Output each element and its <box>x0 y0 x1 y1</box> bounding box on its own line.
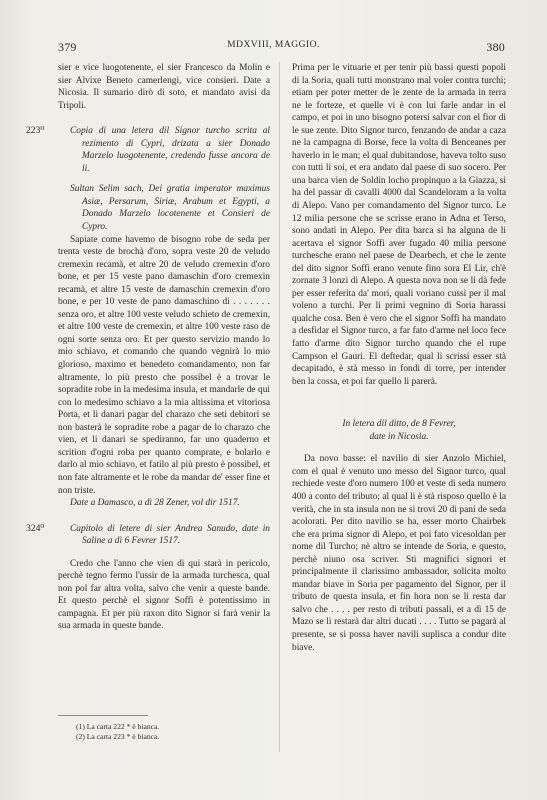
column-divider <box>279 62 280 752</box>
footnote-rule <box>58 715 148 716</box>
letter-salutation: Sultan Selim sach, Dei gratia imperator maximus Asiæ, Persarum, Siriæ, Arabum et Egypti, a Donado Marzelo locotenente et Consieri de Cypro. <box>70 184 270 233</box>
letter-body: Sapiate come havemo de bisogno robe de seda per trenta veste de brochà d'oro, sopra veste 20 de veludo cremexin recamà, et altre 20 de veludo cremexin d'oro bone, et per 15 veste pano damaschin d'oro cremexin recamà, et altre 15 veste de damaschin cremexin d'oro bone, e per 10 veste de pano damaschino di . . . . . . . senza oro, et altre 100 veste veludo schieto de cremexin, et altre 100 veste de cremexin, et altre 100 veste raso de ogni sorte senza oro. Et per questo servizio mando lo mio schiavo, et comando che quando vegnirà lo mio glorioso, maximo et benedeto comandamento, non far altramente, lo più presto che possibel è a trovar le sopradite robe in la medesima insula, et mandarle de qui con lo medesimo schiavo a la mia altissima et vitoriosa Porta, et li danari pagar del charazo che seti debitori se non basterà le sopradite robe a pagar de lo charazo che vien, et li danari se spediranno, far uno quaderno et scrition d'ogni roba per quanto comprate, e bolarlo e darlo al mio schiavo, et fatilo al più presto è possibel, et non fate altramente et le robe da mandar de' esser fine et non triste. <box>58 234 270 496</box>
entry-title-line-2: date in Nicosia. <box>369 431 429 442</box>
entry-body: Credo che l'anno che vien di qui starà in pericolo, perchè tegno fermo l'ussir de la armada turchesca, qual non pol far altra volta, salvo che venir a queste bande. Et questo perchè el signor Soffì è potentissimo in campagna. Et per più raxon dito Signor si farà venir la sua armada in queste bande. <box>58 558 270 632</box>
entry-title: Copia di una letera dil Signor turcho scrita al rezimento di Cypri, drizata a sier Donado Marzelo luogotenente, credendo fusse ancora de li. <box>70 126 270 174</box>
right-column <box>292 62 506 654</box>
footnote-1: (1) La carta 222 * è bianca. <box>76 722 160 731</box>
intro-paragraph: sier e vice luogotenente, el sier Francesco da Molin e sier Alvixe Beneto camerlengi, vice consieri. Date a Nicosia. Il sumario dirò di soto, et mandato avisi da Tripoli. <box>58 63 270 111</box>
footnote-2: (2) La carta 223 * è bianca. <box>76 732 160 741</box>
left-column <box>26 62 270 633</box>
right-page-number: 380 <box>486 40 505 54</box>
continued-paragraph: Prima per le vituarie et per tenir più bassi questi popoli di la Soria, quali tutti monstrano mal voler contra turchi; etiam per poter metter de le zente de la armada in terra ne le forteze, et quelle vi è con lui farle andar in el campo, et poi in uno bisogno potersi salvar con el fior di le sue zente. Dito Signor turco, fenzando de andar a caza ne la campagna di Borse, fece la volta di Benceanes per haverlo in le man; el qual dubitandose, haveva tolto suso con tutti li soi, et era andato dal paese di suo socero. Per una barca vien de Soldin locho propinquo a la Giazza, si ha del passar di cavalli 4000 dal Scandeloram a la volta di Alepo. Vano per comandamento del Signor turco. Le 12 milia persone che se scrisse erano in Adna et Terso, sono andati in Alepo. Per dita barca si ha alguna de li acertava el signor Soffì aver fugado 40 milia persone turchesche erano nel paese de Dearbech, et che le zente del dito signor Soffì erano venute fino sora El Lir, ch'è zornate 3 lonzi di Alepo. A questa nova non se li dà fede per esser referita da' mori, quali voriano cussì per il mal voleno a turchi. Per li primi vegnino di Soria harassi qualche cosa. Ben è vero che el signor Soffì ha mandato a desfidar el Signor turco, a far fato d'arme nel loco fece fatto d'arme dito Signor turcho quando che el rupe Campson el Gauri. El deftedar, qual li scrissi esser stà decapitado, è stà messo in fondi di torre, per intender ben la cossa, et poi far quello li parerà. <box>292 63 506 387</box>
entry-324 <box>26 522 270 633</box>
entry-body: Da novo basse: el navilio di sier Anzolo Michiel, com el qual è venuto uno messo del Signor turco, qual rechiede veste d'oro numero 100 et veste di seda numero 400 a conto del tributo; al qual li è stà risposo quello è la verità, che in sta insula non ne si trovi 20 di pani de seda acolorati. Per dito navilio se ha, esser morto Chairbek che era prima signor di Alepo, et poi fato vicesoldan per nome dil Turcho; nè altro se intende de Soria, e questo, perchè niuno osa scriver. Sti magnifici signori et principalmente il clarissimo ambassador, solicita molto mandar biave in Soria per pagamento del Signor, per il tributo de questa insula, et fin hora non se li resta dar salvo che . . . . per resto di tributi passali, et a dì 15 de Mazo se li restarà dar altri ducati . . . . Tutto se pagarà al presente, se si possa haver navili suplisca a condur dite biave. <box>292 454 506 653</box>
running-title: MDXVIII, MAGGIO. <box>227 40 320 50</box>
entry-title-line-1: In letera dil ditto, de 8 Fevrer, <box>342 419 456 430</box>
entry-title: Capitolo di letere di sier Andrea Sanudo, date in Saline a dì 6 Fevrer 1517. <box>70 523 270 547</box>
entry-223 <box>26 125 270 509</box>
letter-date: Date a Damasco, a dì 28 Zener, vol dir 1517. <box>70 498 240 509</box>
entry-number: 223⁰ <box>26 125 45 137</box>
footnotes <box>58 715 270 742</box>
left-page-number: 379 <box>58 40 77 54</box>
entry-number: 324⁰ <box>26 522 45 534</box>
